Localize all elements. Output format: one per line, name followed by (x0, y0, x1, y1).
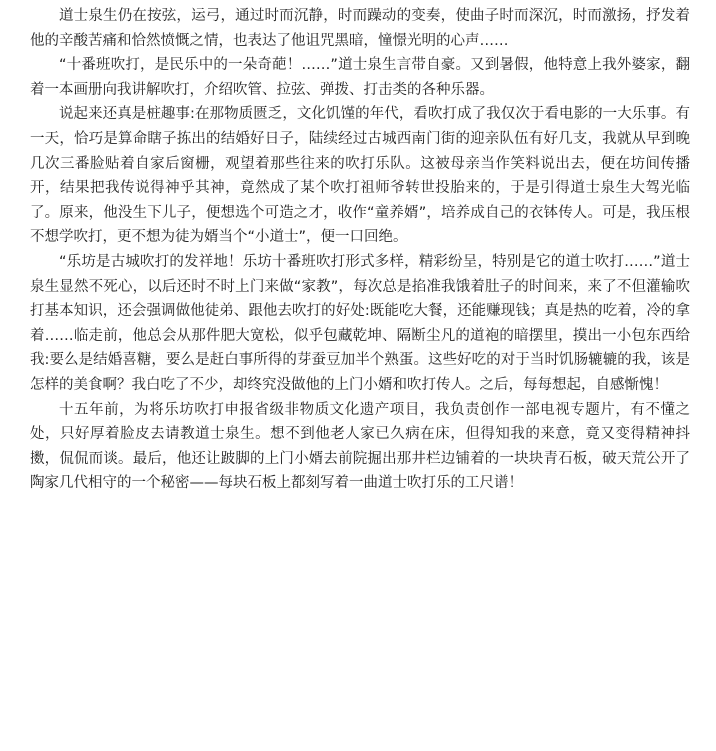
paragraph-1: 道士泉生仍在按弦，运弓，通过时而沉静，时而躁动的变奏，使曲子时而深沉，时而激扬，抒发着他的辛酸苦痛和恰然愤慨之情，也表达了他诅咒黑暗，憧憬光明的心声…… (30, 8, 690, 49)
paragraph-3: 说起来还真是桩趣事:在那物质匮乏，文化饥馑的年代，看吹打成了我仅次于看电影的一大乐事。有一天，恰巧是算命瞎子拣出的结婚好日子，陆续经过古城西南门街的迎亲队伍有好几支，我就从早到晚几次三番脸贴着自家后窗栅，观望着那些往来的吹打乐队。这被母亲当作笑料说出去，便在坊间传播开，结果把我传说得神乎其神，竟然成了某个吹打祖师爷转世投胎来的，于是引得道士泉生大驾光临了。原来，他没生下儿子，便想选个可造之才，收作“童养婿”，培养成自己的衣钵传人。可是，我压根不想学吹打，更不想为徒为婿当个“小道士”，便一口回绝。 (30, 106, 690, 246)
paragraph-5: 十五年前，为将乐坊吹打申报省级非物质文化遗产项目，我负责创作一部电视专题片，有不懂之处，只好厚着脸皮去请教道士泉生。想不到他老人家已久病在床，但得知我的来意，竟又变得精神抖擞，侃侃而谈。最后，他还让跛脚的上门小婿去前院掘出那井栏边铺着的一块块青石板，破天荒公开了陶家几代相守的一个秘密——每块石板上都刻写着一曲道士吹打乐的工尺谱！ (30, 401, 690, 492)
paragraph-4: “乐坊是古城吹打的发祥地！乐坊十番班吹打形式多样，精彩纷呈，特别是它的道士吹打……”道士泉生显然不死心，以后还时不时上门来做“家教”，每次总是掐准我饿着肚子的时间来，来了不但灌输吹打基本知识，还会强调做他徒弟、跟他去吹打的好处:既能吃大餐，还能赚现钱；真是热的吃着，冷的拿着……临走前，他总会从那件肥大宽松，似乎包藏乾坤、隔断尘凡的道袍的暗摆里，摸出一小包东西给我:要么是结婚喜糖，要么是赶白事所得的芽蚕豆加半个熟蛋。这些好吃的对于当时饥肠辘辘的我，该是怎样的美食啊？我白吃了不少，却终究没做他的上门小婿和吹打传人。之后，每每想起，自感惭愧！ (30, 253, 690, 393)
paragraph-2: “十番班吹打，是民乐中的一朵奇葩！……”道士泉生言带自豪。又到暑假，他特意上我外婆家，翻着一本画册向我讲解吹打，介绍吹管、拉弦、弹拨、打击类的各种乐器。 (30, 57, 690, 98)
